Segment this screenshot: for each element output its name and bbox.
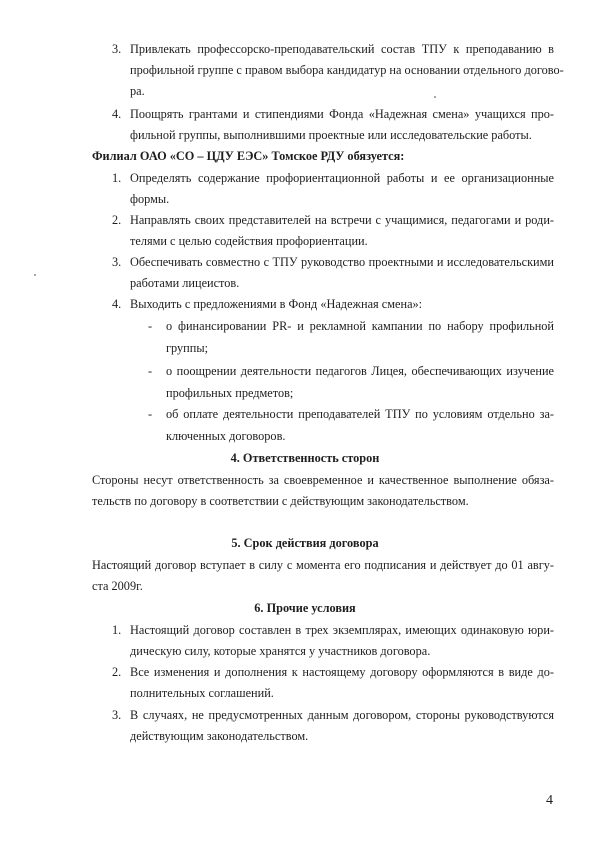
item-text-line: формы. xyxy=(130,192,170,206)
paragraph-line: ста 2009г. xyxy=(92,579,143,593)
item-number: 2. xyxy=(112,665,122,679)
item-text-line: полнительных соглашений. xyxy=(130,686,274,700)
item-number: 3. xyxy=(112,255,122,269)
paragraph-line: Настоящий договор вступает в силу с момента его подписания и действует до 01 авгу- xyxy=(92,558,554,572)
item-text-line: Поощрять грантами и стипендиями Фонда «Надежная смена» учащихся про- xyxy=(130,107,554,121)
scan-speck xyxy=(34,274,36,276)
dash-bullet: - xyxy=(148,319,153,333)
item-number: 1. xyxy=(112,623,122,637)
item-text-line: Привлекать профессорско-преподавательский состав ТПУ к преподаванию в xyxy=(130,42,554,56)
item-text-line: телями с целью содействия профориентации. xyxy=(130,234,368,248)
item-text-line: Обеспечивать совместно с ТПУ руководство проектными и исследовательскими xyxy=(130,255,554,269)
item-text-line: ра. xyxy=(130,84,145,98)
item-text-line: Направлять своих представителей на встречи с учащимися, педагогами и роди- xyxy=(130,213,554,227)
section-title: 4. Ответственность сторон xyxy=(230,451,380,465)
item-text-line: В случаях, не предусмотренных данным договором, стороны руководствуются xyxy=(130,708,554,722)
dash-bullet: - xyxy=(148,407,153,421)
item-text-line: профильных предметов; xyxy=(166,386,294,400)
item-number: 3. xyxy=(112,42,122,56)
item-text-line: дическую силу, которые хранятся у участников договора. xyxy=(130,644,431,658)
item-text-line: о финансировании PR- и рекламной кампании по набору профильной xyxy=(166,319,554,333)
paragraph-line: тельств по договору в соответствии с действующим законодательством. xyxy=(92,494,469,508)
branch-heading: Филиал ОАО «СО – ЦДУ ЕЭС» Томское РДУ обязуется: xyxy=(92,149,405,163)
item-text-line: ключенных договоров. xyxy=(166,429,286,443)
item-number: 1. xyxy=(112,171,122,185)
item-text-line: Настоящий договор составлен в трех экземплярах, имеющих одинаковую юри- xyxy=(130,623,554,637)
item-text-line: Выходить с предложениями в Фонд «Надежная смена»: xyxy=(130,297,423,311)
item-text-line: об оплате деятельности преподавателей ТПУ по условиям отдельно за- xyxy=(166,407,554,421)
item-text-line: фильной группы, выполнившими проектные или исследовательские работы. xyxy=(130,128,532,142)
item-text-line: действующим законодательством. xyxy=(130,729,309,743)
item-number: 3. xyxy=(112,708,122,722)
item-number: 4. xyxy=(112,297,122,311)
item-text-line: о поощрении деятельности педагогов Лицея, обеспечивающих изучение xyxy=(166,364,554,378)
section-title: 6. Прочие условия xyxy=(254,601,356,615)
dash-bullet: - xyxy=(148,364,153,378)
item-text-line: Определять содержание профориентационной работы и ее организационные xyxy=(130,171,554,185)
item-text-line: группы; xyxy=(166,341,209,355)
item-number: 4. xyxy=(112,107,122,121)
item-number: 2. xyxy=(112,213,122,227)
item-text-line: профильной группе с правом выбора кандидатур на основании отдельного догово- xyxy=(130,63,564,77)
item-text-line: Все изменения и дополнения к настоящему договору оформляются в виде до- xyxy=(130,665,554,679)
section-title: 5. Срок действия договора xyxy=(231,536,379,550)
paragraph-line: Стороны несут ответственность за своевременное и качественное выполнение обяза- xyxy=(92,473,554,487)
item-text-line: работами лицеистов. xyxy=(130,276,240,290)
page-number: 4 xyxy=(546,793,553,808)
scan-speck xyxy=(434,96,436,98)
